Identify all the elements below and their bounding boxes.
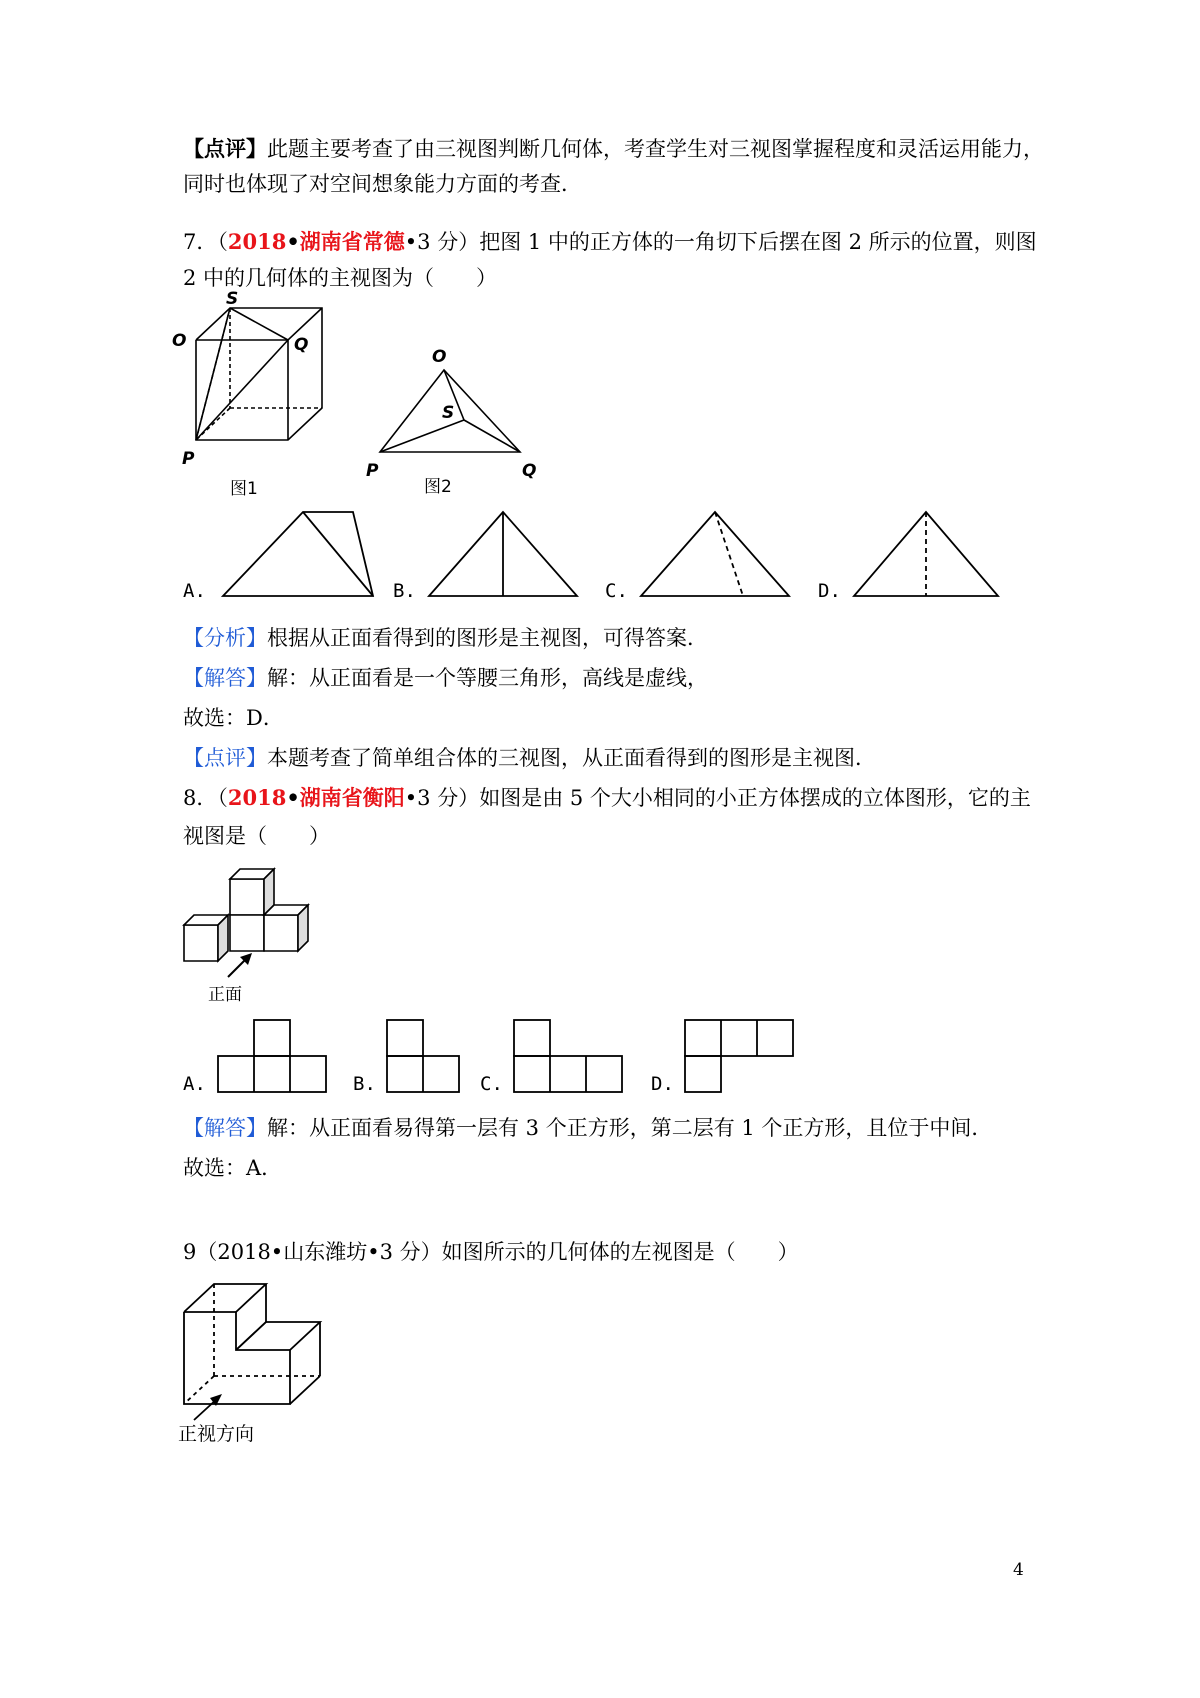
- svg-text:P: P: [182, 449, 195, 469]
- q7-figure-1: [172, 289, 358, 500]
- q8-answer: 【解答】解：从正面看易得第一层有 3 个正方形，第二层有 1 个正方形，且位于中间．: [183, 1116, 993, 1140]
- svg-text:Q: Q: [522, 461, 537, 481]
- q8-stem: 8．（2018•湖南省衡阳•3 分）如图是由 5 个大小相同的小正方体摆成的立体图形，它的主: [183, 785, 1031, 810]
- q7-figure-2: [360, 340, 540, 500]
- svg-text:正视方向: 正视方向: [178, 1423, 255, 1445]
- q7-answer: 【解答】解：从正面看是一个等腰三角形，高线是虚线，: [183, 666, 708, 690]
- q9-figure: [178, 1270, 338, 1445]
- svg-text:正面: 正面: [208, 985, 242, 1005]
- q7-stem: 7．（2018•湖南省常德•3 分）把图 1 中的正方体的一角切下后摆在图 2 所示的位置，则图: [183, 229, 1037, 254]
- svg-text:图1: 图1: [230, 479, 258, 499]
- q7-option-b-figure: [425, 510, 585, 600]
- q7-option-b-label: B.: [393, 580, 416, 602]
- q8-option-d-label: D.: [651, 1073, 674, 1095]
- svg-text:P: P: [366, 461, 379, 481]
- q7-analysis: 【分析】根据从正面看得到的图形是主视图，可得答案．: [183, 626, 708, 650]
- q8-option-d-figure: [683, 1018, 803, 1098]
- q7-option-d-label: D.: [818, 580, 841, 602]
- q7-stem-line-2: 2 中的几何体的主视图为（ ）: [183, 266, 498, 290]
- q7-option-a-label: A.: [183, 580, 206, 602]
- q8-stem-line-2: 视图是（ ）: [183, 824, 330, 848]
- q8-option-b-figure: [385, 1018, 475, 1098]
- q8-option-b-label: B.: [353, 1073, 376, 1095]
- q8-option-a-label: A.: [183, 1073, 206, 1095]
- q8-choice: 故选：A．: [183, 1156, 283, 1180]
- q7-comment: 【点评】本题考查了简单组合体的三视图，从正面看得到的图形是主视图．: [183, 746, 876, 770]
- svg-text:O: O: [172, 331, 187, 351]
- q7-option-a-figure: [213, 510, 373, 600]
- svg-text:O: O: [432, 347, 447, 367]
- q8-option-c-figure: [512, 1018, 632, 1098]
- page-number: 4: [1013, 1560, 1024, 1580]
- svg-text:S: S: [226, 289, 239, 309]
- q7-option-c-label: C.: [605, 580, 628, 602]
- svg-text:S: S: [442, 403, 455, 423]
- svg-text:Q: Q: [294, 335, 309, 355]
- q7-choice: 故选：D．: [183, 706, 284, 730]
- comment-line-1: 【点评】此题主要考查了由三视图判断几何体，考查学生对三视图掌握程度和灵活运用能力，: [183, 136, 1044, 161]
- q8-option-c-label: C.: [480, 1073, 503, 1095]
- q9-stem: 9（2018•山东潍坊•3 分）如图所示的几何体的左视图是（ ）: [183, 1240, 799, 1264]
- q7-option-d-figure: [850, 510, 1010, 600]
- q8-figure: [178, 865, 338, 1005]
- svg-text:图2: 图2: [424, 477, 452, 497]
- comment-line-2: 同时也体现了对空间想象能力方面的考查．: [183, 172, 582, 196]
- q7-option-c-figure: [637, 510, 797, 600]
- q8-option-a-figure: [216, 1018, 336, 1098]
